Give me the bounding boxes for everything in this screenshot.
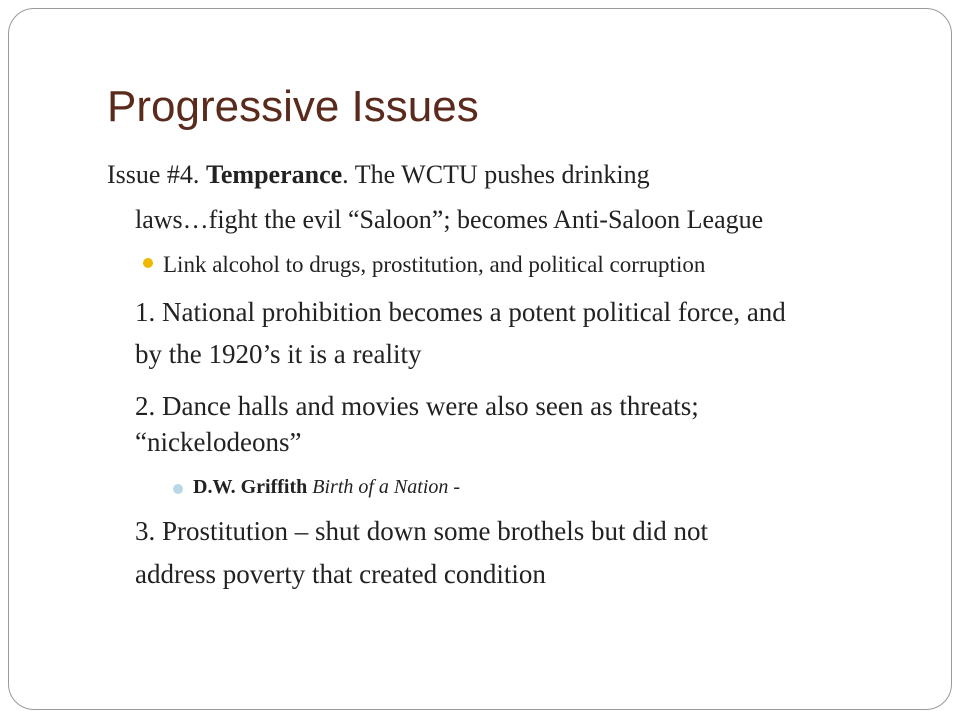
- point-2-line-1: 2. Dance halls and movies were also seen as threats;: [135, 391, 699, 421]
- issue-keyword: Temperance: [205, 160, 343, 189]
- issue-line-1: [107, 158, 650, 192]
- griffith-name: D.W. Griffith: [193, 476, 313, 498]
- issue-line-2: laws…fight the evil “Saloon”; becomes Anti-Saloon League: [135, 205, 764, 234]
- circle-bullet-icon: [173, 484, 183, 494]
- griffith-suffix: -: [448, 476, 461, 498]
- issue-prefix: Issue #4.: [107, 160, 206, 189]
- point-1-line-2: by the 1920’s it is a reality: [135, 339, 422, 369]
- bullet-alcohol-link: Link alcohol to drugs, prostitution, and political corruption: [163, 252, 706, 277]
- point-2-line-2: “nickelodeons”: [135, 427, 302, 457]
- issue-line-1-rest: . The WCTU pushes drinking: [342, 160, 650, 189]
- point-3-line-1: 3. Prostitution – shut down some brothels but did not: [135, 516, 709, 546]
- point-1-line-1: 1. National prohibition becomes a potent political force, and: [135, 297, 786, 327]
- slide-title: Progressive Issues: [107, 82, 479, 131]
- point-3-line-2: address poverty that created condition: [135, 559, 546, 589]
- bullet-griffith: [193, 474, 460, 500]
- film-title: Birth of a Nation: [312, 476, 449, 498]
- circle-bullet-icon: [143, 258, 153, 268]
